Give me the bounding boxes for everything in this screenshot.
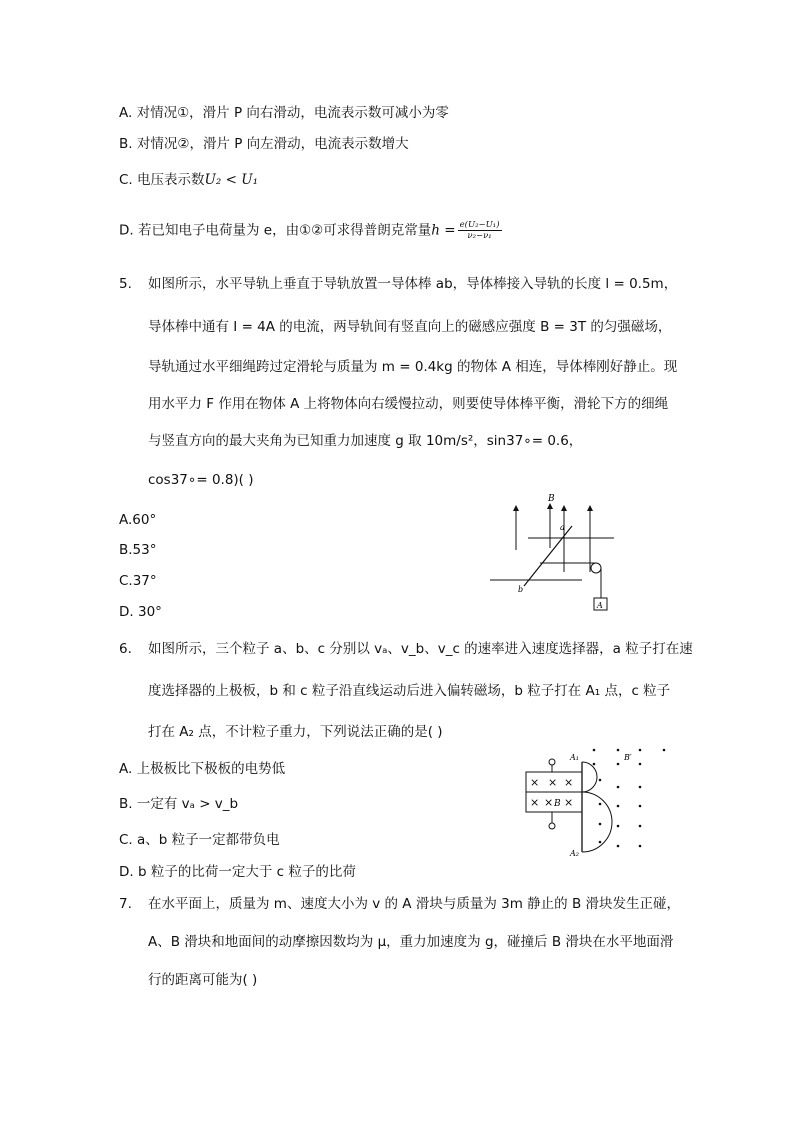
q5-option-b: B.53° (119, 542, 157, 558)
field-dots (593, 749, 666, 848)
q6-figure-velocity-selector (522, 742, 672, 860)
fraction-denominator: ν₂−ν₁ (467, 231, 492, 241)
q5-option-a: A.60° (119, 512, 157, 528)
q4-option-d-h: h = (431, 222, 456, 239)
q5-figure-svg (486, 488, 616, 614)
label-B: B (554, 799, 561, 809)
q6-option-b: B. 一定有 vₐ > v_b (119, 796, 239, 812)
q5-stem-line-4: 用水平力 F 作用在物体 A 上将物体向右缓慢拉动，则要使导体棒平衡，滑轮下方的细绳 (148, 396, 669, 412)
q5-figure-rail-pulley (486, 488, 616, 614)
trajectory-c (582, 792, 612, 852)
q5-stem-line-5: 与竖直方向的最大夹角为已知重力加速度 g 取 10m/s²，sin37∘= 0.6， (148, 433, 583, 449)
terminal-top (549, 759, 555, 765)
q4-option-a: A. 对情况①，滑片 P 向右滑动，电流表示数可减小为零 (119, 105, 449, 121)
q6-option-d: D. b 粒子的比荷一定大于 c 粒子的比荷 (119, 864, 356, 880)
q5-stem-line-2: 导体棒中通有 I = 4A 的电流，两导轨间有竖直向上的磁感应强度 B = 3T 的匀强磁场， (148, 319, 672, 335)
pulley (591, 563, 601, 573)
q4-option-c-text: C. 电压表示数 (119, 172, 205, 188)
terminal-bottom (549, 823, 555, 829)
label-B-prime: B′ (624, 753, 632, 762)
q5-number: 5. (119, 276, 132, 292)
label-A1: A₁ (570, 753, 579, 762)
cross-mark: × (548, 776, 558, 789)
q5-stem-line-6: cos37∘= 0.8)( ) (148, 472, 254, 488)
rod-ab (524, 526, 572, 586)
cross-mark: × (564, 796, 574, 809)
q6-option-a: A. 上极板比下极板的电势低 (119, 761, 286, 777)
cross-mark: × (530, 796, 540, 809)
label-b: b (518, 585, 524, 594)
q5-option-d: D. 30° (119, 604, 162, 620)
q4-option-c-math: U₂ < U₁ (204, 172, 258, 188)
q4-option-d (119, 220, 502, 241)
cross-mark: × (564, 776, 574, 789)
label-B: B (548, 494, 555, 504)
q4-option-c (119, 171, 258, 189)
q6-stem-line-1: 如图所示，三个粒子 a、b、c 分别以 vₐ、v_b、v_c 的速率进入速度选择器，a 粒子打在速 (148, 641, 693, 657)
q7-stem-line-3: 行的距离可能为( ) (148, 972, 258, 988)
q4-option-d-text: D. 若已知电子电荷量为 e，由①②可求得普朗克常量 (119, 222, 432, 239)
q6-option-c: C. a、b 粒子一定都带负电 (119, 832, 280, 848)
q6-figure-svg (522, 742, 672, 860)
q5-option-c: C.37° (119, 573, 157, 589)
q7-stem-line-1: 在水平面上，质量为 m、速度大小为 v 的 A 滑块与质量为 3m 静止的 B 滑块发生正碰， (148, 896, 680, 912)
q6-stem-line-2: 度选择器的上极板，b 和 c 粒子沿直线运动后进入偏转磁场，b 粒子打在 A₁ 点，c 粒子 (148, 683, 671, 699)
q5-stem-line-3: 导轨通过水平细绳跨过定滑轮与质量为 m = 0.4kg 的物体 A 相连，导体棒刚好静止。现 (148, 359, 678, 375)
q6-stem-line-3: 打在 A₂ 点，不计粒子重力，下列说法正确的是( ) (148, 724, 443, 740)
q5-stem-line-1: 如图所示，水平导轨上垂直于导轨放置一导体棒 ab，导体棒接入导轨的长度 l = 0.5m， (148, 276, 678, 292)
label-A: A (597, 601, 603, 610)
q4-option-b: B. 对情况②，滑片 P 向左滑动，电流表示数增大 (119, 136, 409, 152)
q6-number: 6. (119, 641, 132, 657)
label-a: a (560, 523, 565, 532)
q7-number: 7. (119, 896, 132, 912)
cross-mark: × (530, 776, 540, 789)
q4-option-d-fraction (458, 220, 502, 241)
q7-stem-line-2: A、B 滑块和地面间的动摩擦因数均为 μ，重力加速度为 g，碰撞后 B 滑块在水平地面滑 (148, 934, 674, 950)
trajectory-b (582, 762, 597, 792)
label-A2: A₂ (570, 849, 579, 858)
fraction-numerator: e(U₂−U₁) (459, 220, 500, 230)
cross-mark: × (544, 796, 554, 809)
